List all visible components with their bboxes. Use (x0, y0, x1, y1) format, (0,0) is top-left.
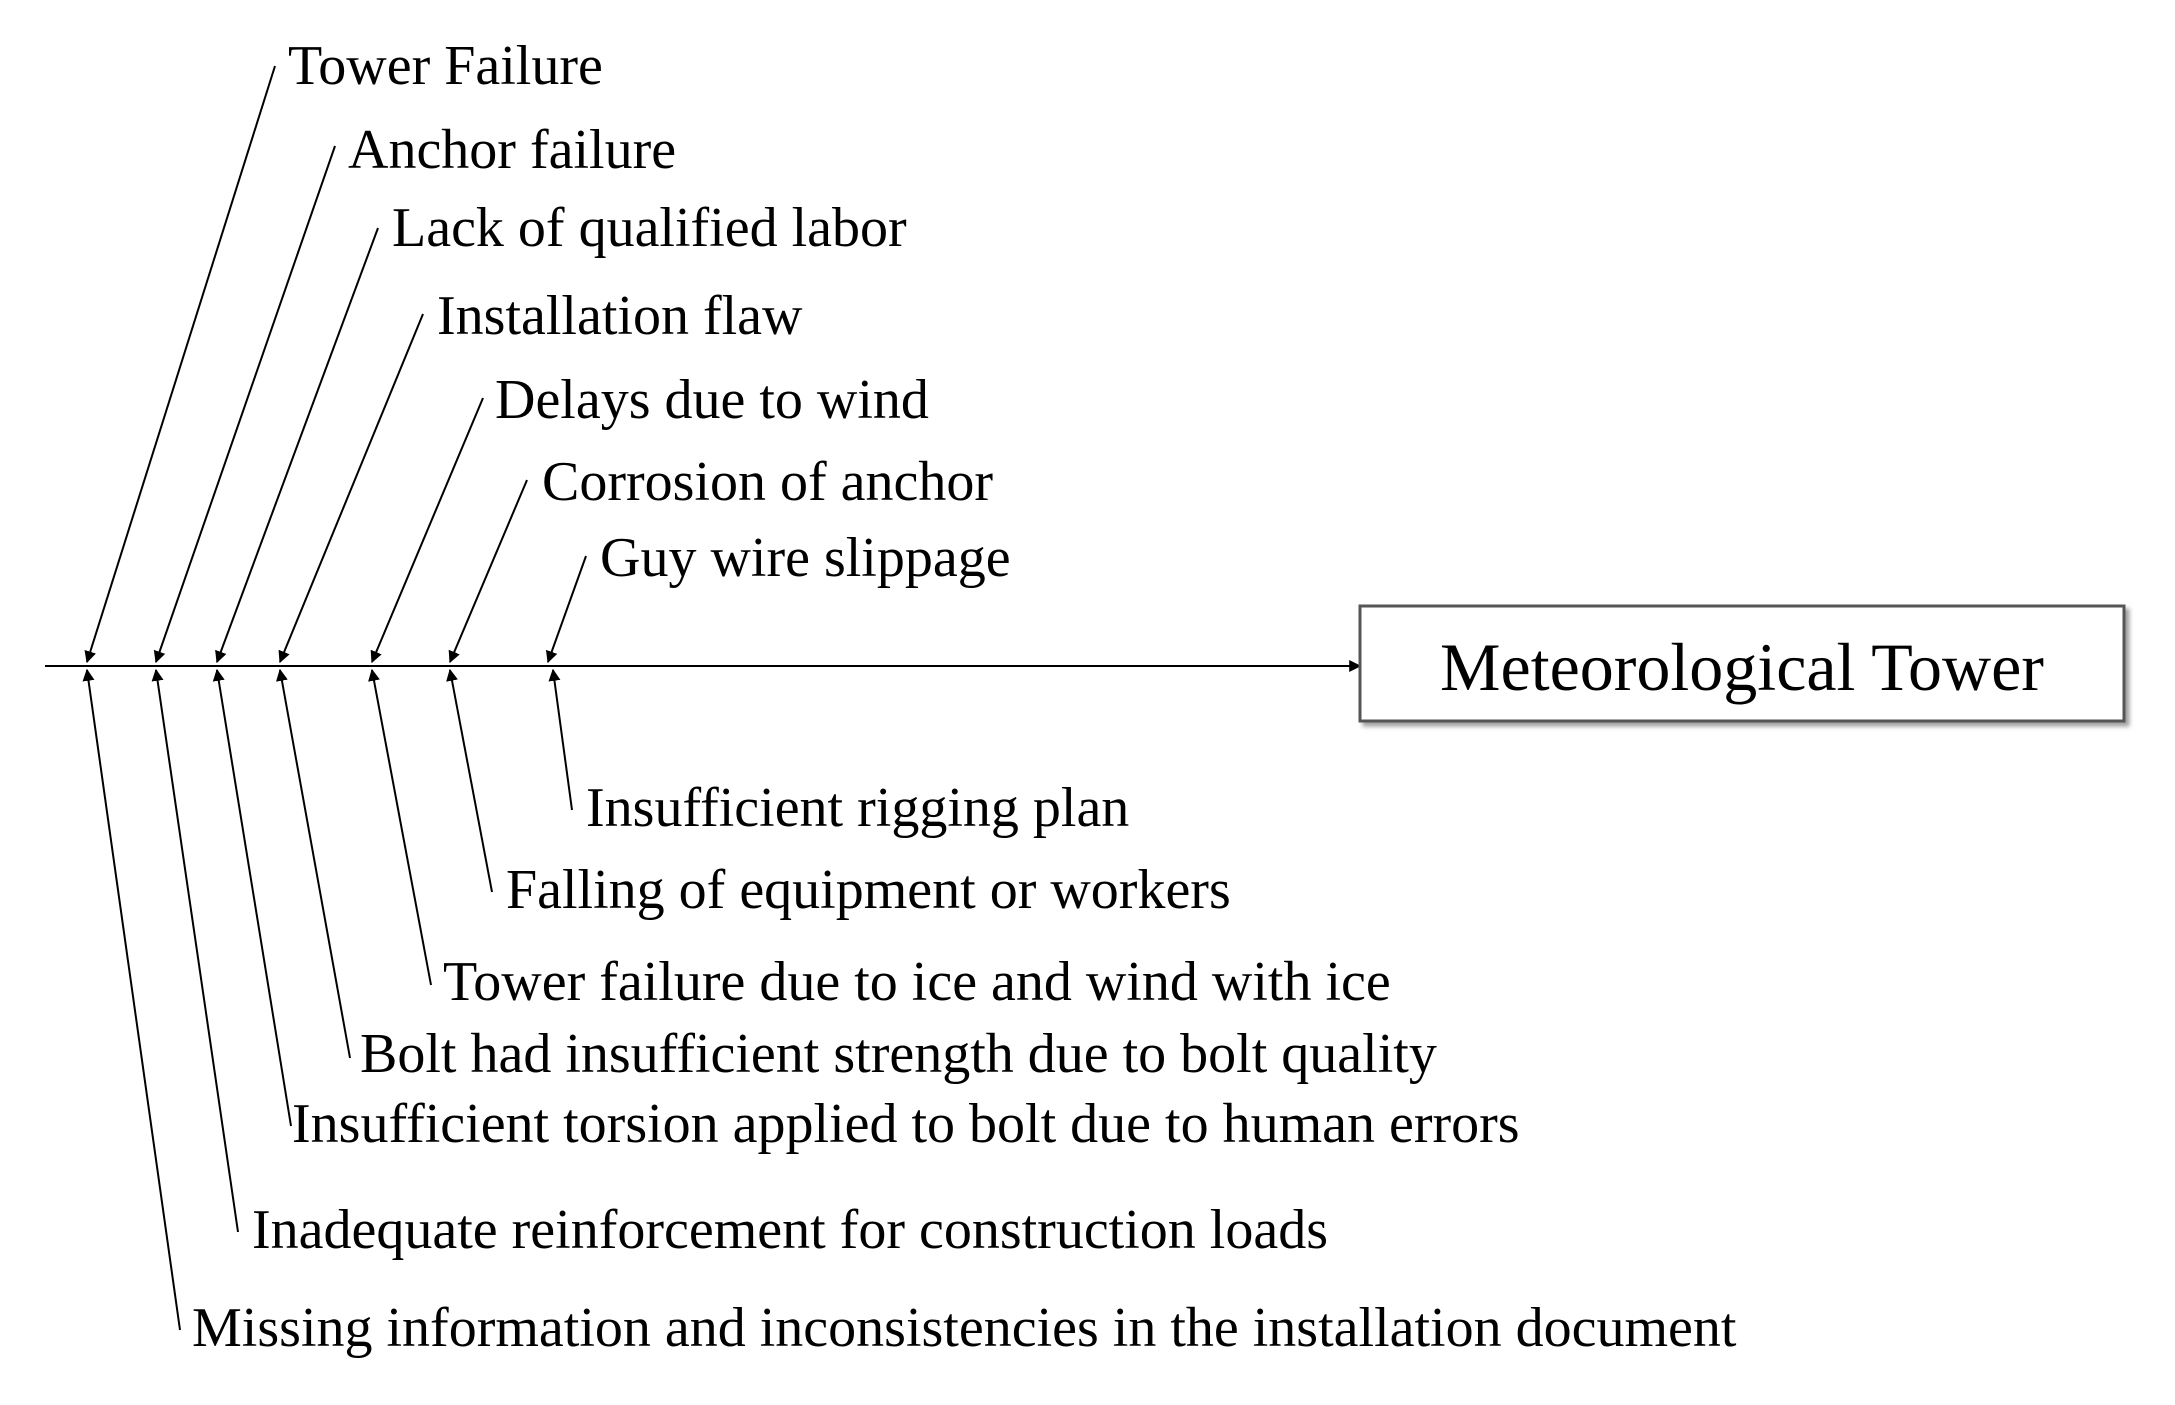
bone-bottom-6 (156, 670, 238, 1232)
bone-top-6 (450, 480, 527, 662)
cause-top-2: Anchor failure (348, 119, 677, 181)
bone-bottom-4 (280, 670, 350, 1058)
bottom-cause-labels (192, 777, 1737, 1359)
bone-top-3 (217, 228, 378, 662)
bone-bottom-5 (217, 670, 291, 1126)
bone-bottom-3 (372, 670, 431, 985)
cause-top-3: Lack of qualified labor (392, 197, 907, 259)
cause-bottom-4: Bolt had insufficient strength due to bolt quality (360, 1023, 1437, 1085)
cause-bottom-6: Inadequate reinforcement for construction loads (252, 1199, 1329, 1261)
cause-bottom-1: Insufficient rigging plan (586, 777, 1130, 839)
bone-bottom-1 (553, 670, 572, 810)
cause-top-4: Installation flaw (437, 285, 803, 347)
effect-label: Meteorological Tower (1440, 629, 2044, 705)
cause-top-6: Corrosion of anchor (542, 451, 994, 513)
effect-box (1360, 606, 2124, 721)
cause-bottom-3: Tower failure due to ice and wind with ice (443, 951, 1391, 1013)
cause-bottom-2: Falling of equipment or workers (506, 859, 1231, 921)
cause-top-7: Guy wire slippage (600, 527, 1011, 589)
top-cause-labels (288, 35, 1011, 589)
cause-bottom-7: Missing information and inconsistencies in the installation document (192, 1297, 1737, 1359)
bone-bottom-2 (450, 670, 492, 892)
bone-top-4 (280, 314, 423, 662)
bone-top-7 (548, 556, 586, 662)
cause-top-5: Delays due to wind (495, 369, 929, 431)
bone-top-1 (87, 66, 275, 662)
cause-top-1: Tower Failure (288, 35, 603, 97)
bone-bottom-7 (87, 670, 180, 1330)
cause-bottom-5: Insufficient torsion applied to bolt due to human errors (292, 1093, 1520, 1155)
